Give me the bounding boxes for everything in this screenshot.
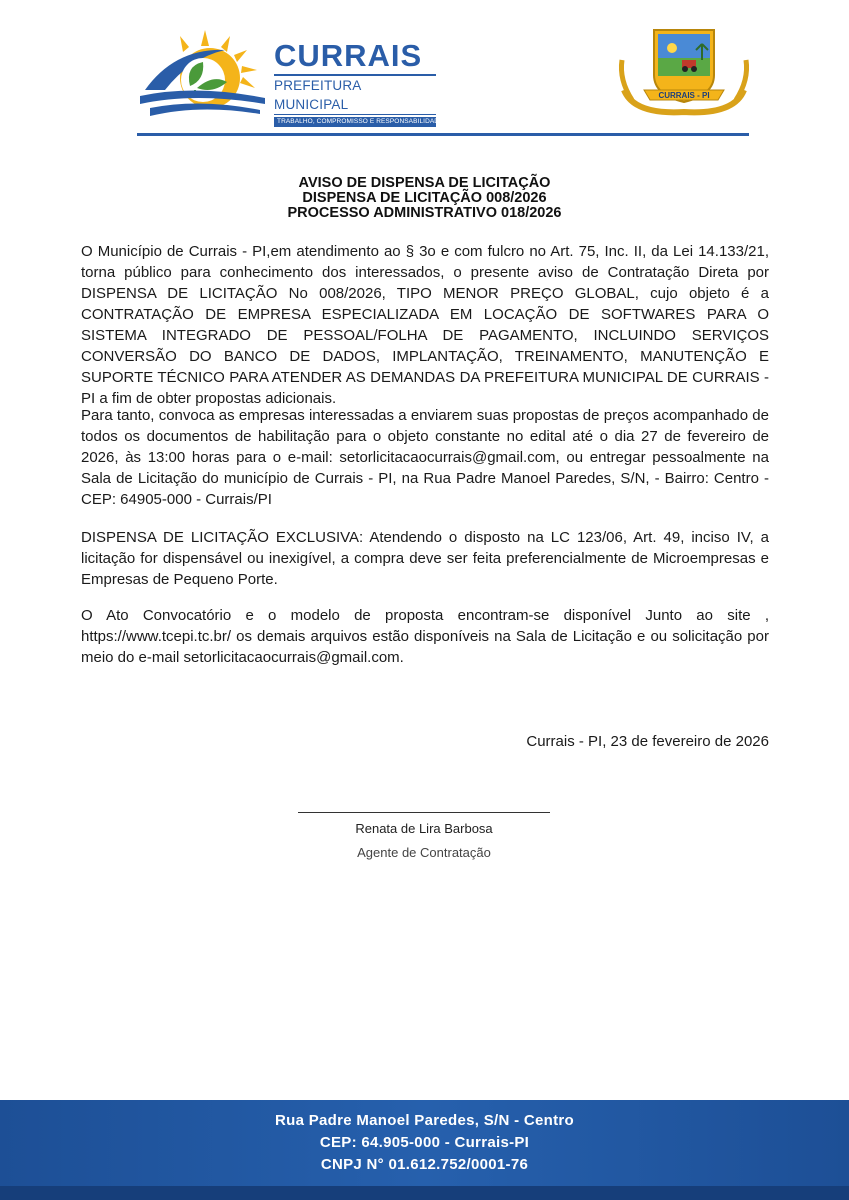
footer-bottom-strip [0,1186,849,1200]
paragraph-convocation: Para tanto, convoca as empresas interessadas a enviarem suas propostas de preços acompanhado de todos os documentos de habilitação para o objeto constante no edital até o dia 27 de fevereiro de 2026, às 13:00 horas para o e-mail: setorlicitacaocurrais@gmail.com, ou entregar pessoalmente na Sala de Licitação do município de Currais - PI, na Rua Padre Manoel Paredes, S/N, - Bairro: Centro - CEP: 64905-000 - Currais/PI [81,407,769,508]
title-line-2: DISPENSA DE LICITAÇÃO 008/2026 [302,190,547,206]
header-divider [137,133,749,136]
title-line-3: PROCESSO ADMINISTRATIVO 018/2026 [287,205,562,221]
brand-subtitle: PREFEITURA MUNICIPAL [274,74,436,115]
paragraph-exclusive: DISPENSA DE LICITAÇÃO EXCLUSIVA: Atendendo o disposto na LC 123/06, Art. 49, inciso IV, a licitação for dispensável ou inexigível, a compra deve ser feita preferencialmente de Microempresas e Empresas de Pequeno Porte. [81,529,769,588]
signatory-role: Agente de Contratação [357,845,491,860]
document-title [0,176,849,221]
footer-cep: CEP: 64.905-000 - Currais-PI [319,1134,530,1151]
municipal-logo-emblem [135,28,270,118]
paragraph-intro: O Município de Currais - PI,em atendimento ao § 3o e com fulcro no Art. 75, Inc. II, da Lei 14.133/21, torna público para conhecimento dos interessados, o presente aviso de Contratação Direta por DISPENSA DE LICITAÇÃO No 008/2026, TIPO MENOR PREÇO GLOBAL, cujo objeto é a CONTRATAÇÃO DE EMPRESA ESPECIALIZADA EM LOCAÇÃO DE SOFTWARES PARA O SISTEMA INTEGRADO DE PESSOAL/FOLHA DE PAGAMENTO, INCLUINDO SERVIÇOS CONVERSÃO DO BANCO DE DADOS, IMPLANTAÇÃO, TREINAMENTO, MANUTENÇÃO E SUPORTE TÉCNICO PARA ATENDER AS DEMANDAS DA PREFEITURA MUNICIPAL DE CURRAIS - PI a fim de obter propostas adicionais. [81,243,769,407]
crest-label: CURRAIS - PI [658,91,710,100]
letterhead [0,0,849,145]
footer-cnpj: CNPJ N° 01.612.752/0001-76 [320,1156,529,1173]
brand-tagline: TRABALHO, COMPROMISSO E RESPONSABILIDADE [274,117,436,127]
title-line-1: AVISO DE DISPENSA DE LICITAÇÃO [298,175,551,191]
footer-address: Rua Padre Manoel Paredes, S/N - Centro [275,1112,574,1129]
paragraph-documents: O Ato Convocatório e o modelo de proposta encontram-se disponível Junto ao site , https://www.tcepi.tc.br/ os demais arquivos estão disponíveis na Sala de Licitação e ou solicitação por meio do e-mail setorlicitacaocurrais@gmail.com. [81,607,769,666]
place-date: Currais - PI, 23 de fevereiro de 2026 [526,733,769,750]
brand-name: CURRAIS [274,38,423,73]
footer-band [0,1100,849,1200]
signature-line [298,812,550,813]
city-crest-seal [614,20,754,120]
municipal-logo-text [274,38,444,127]
signatory-name: Renata de Lira Barbosa [355,821,493,836]
